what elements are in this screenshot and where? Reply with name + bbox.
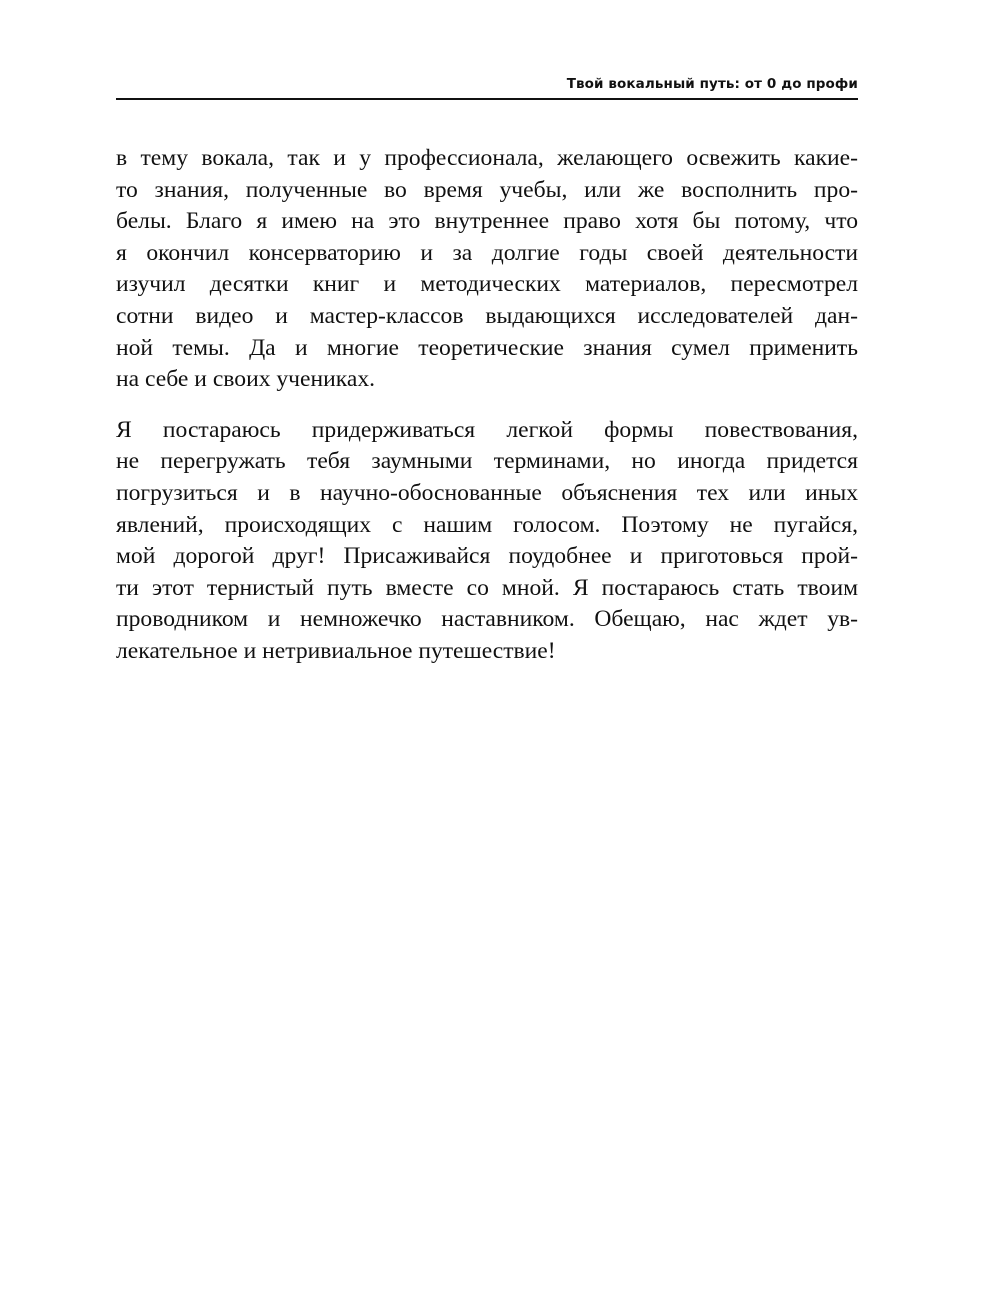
text-line: я окончил консерваторию и за долгие годы своей деятельности [116,239,858,266]
body-text [116,143,858,668]
text-line: на себе и своих учениках. [116,366,376,393]
text-line: не перегружать тебя заумными терминами, но иногда придется [116,448,858,475]
text-line: то знания, полученные во время учебы, или же восполнить про- [116,176,858,203]
text-line: изучил десятки книг и методических материалов, пересмотрел [116,271,858,298]
text-line: мой дорогой друг! Присаживайся поудобнее и приготовься прой- [116,543,858,570]
paragraph-1 [116,143,858,396]
text-line: погрузиться и в научно-обоснованные объяснения тех или иных [116,479,858,506]
text-line: ти этот тернистый путь вместе со мной. Я постараюсь стать твоим [116,574,858,601]
text-line: проводником и немножечко наставником. Обещаю, нас ждет ув- [116,606,858,633]
paragraph-2 [116,415,858,668]
text-line: лекательное и нетривиальное путешествие! [116,637,556,664]
text-line: явлений, происходящих с нашим голосом. Поэтому не пугайся, [116,511,858,538]
text-line: в тему вокала, так и у профессионала, желающего освежить какие- [116,145,858,171]
header-rule [116,98,858,100]
text-line: ной темы. Да и многие теоретические знания сумел применить [116,334,858,361]
running-header: Твой вокальный путь: от 0 до профи [566,76,858,92]
text-line: белы. Благо я имею на это внутреннее право хотя бы потому, что [116,208,858,235]
text-line: сотни видео и мастер-классов выдающихся исследователей дан- [116,302,858,329]
text-line: Я постараюсь придерживаться легкой формы повествования, [116,416,858,443]
